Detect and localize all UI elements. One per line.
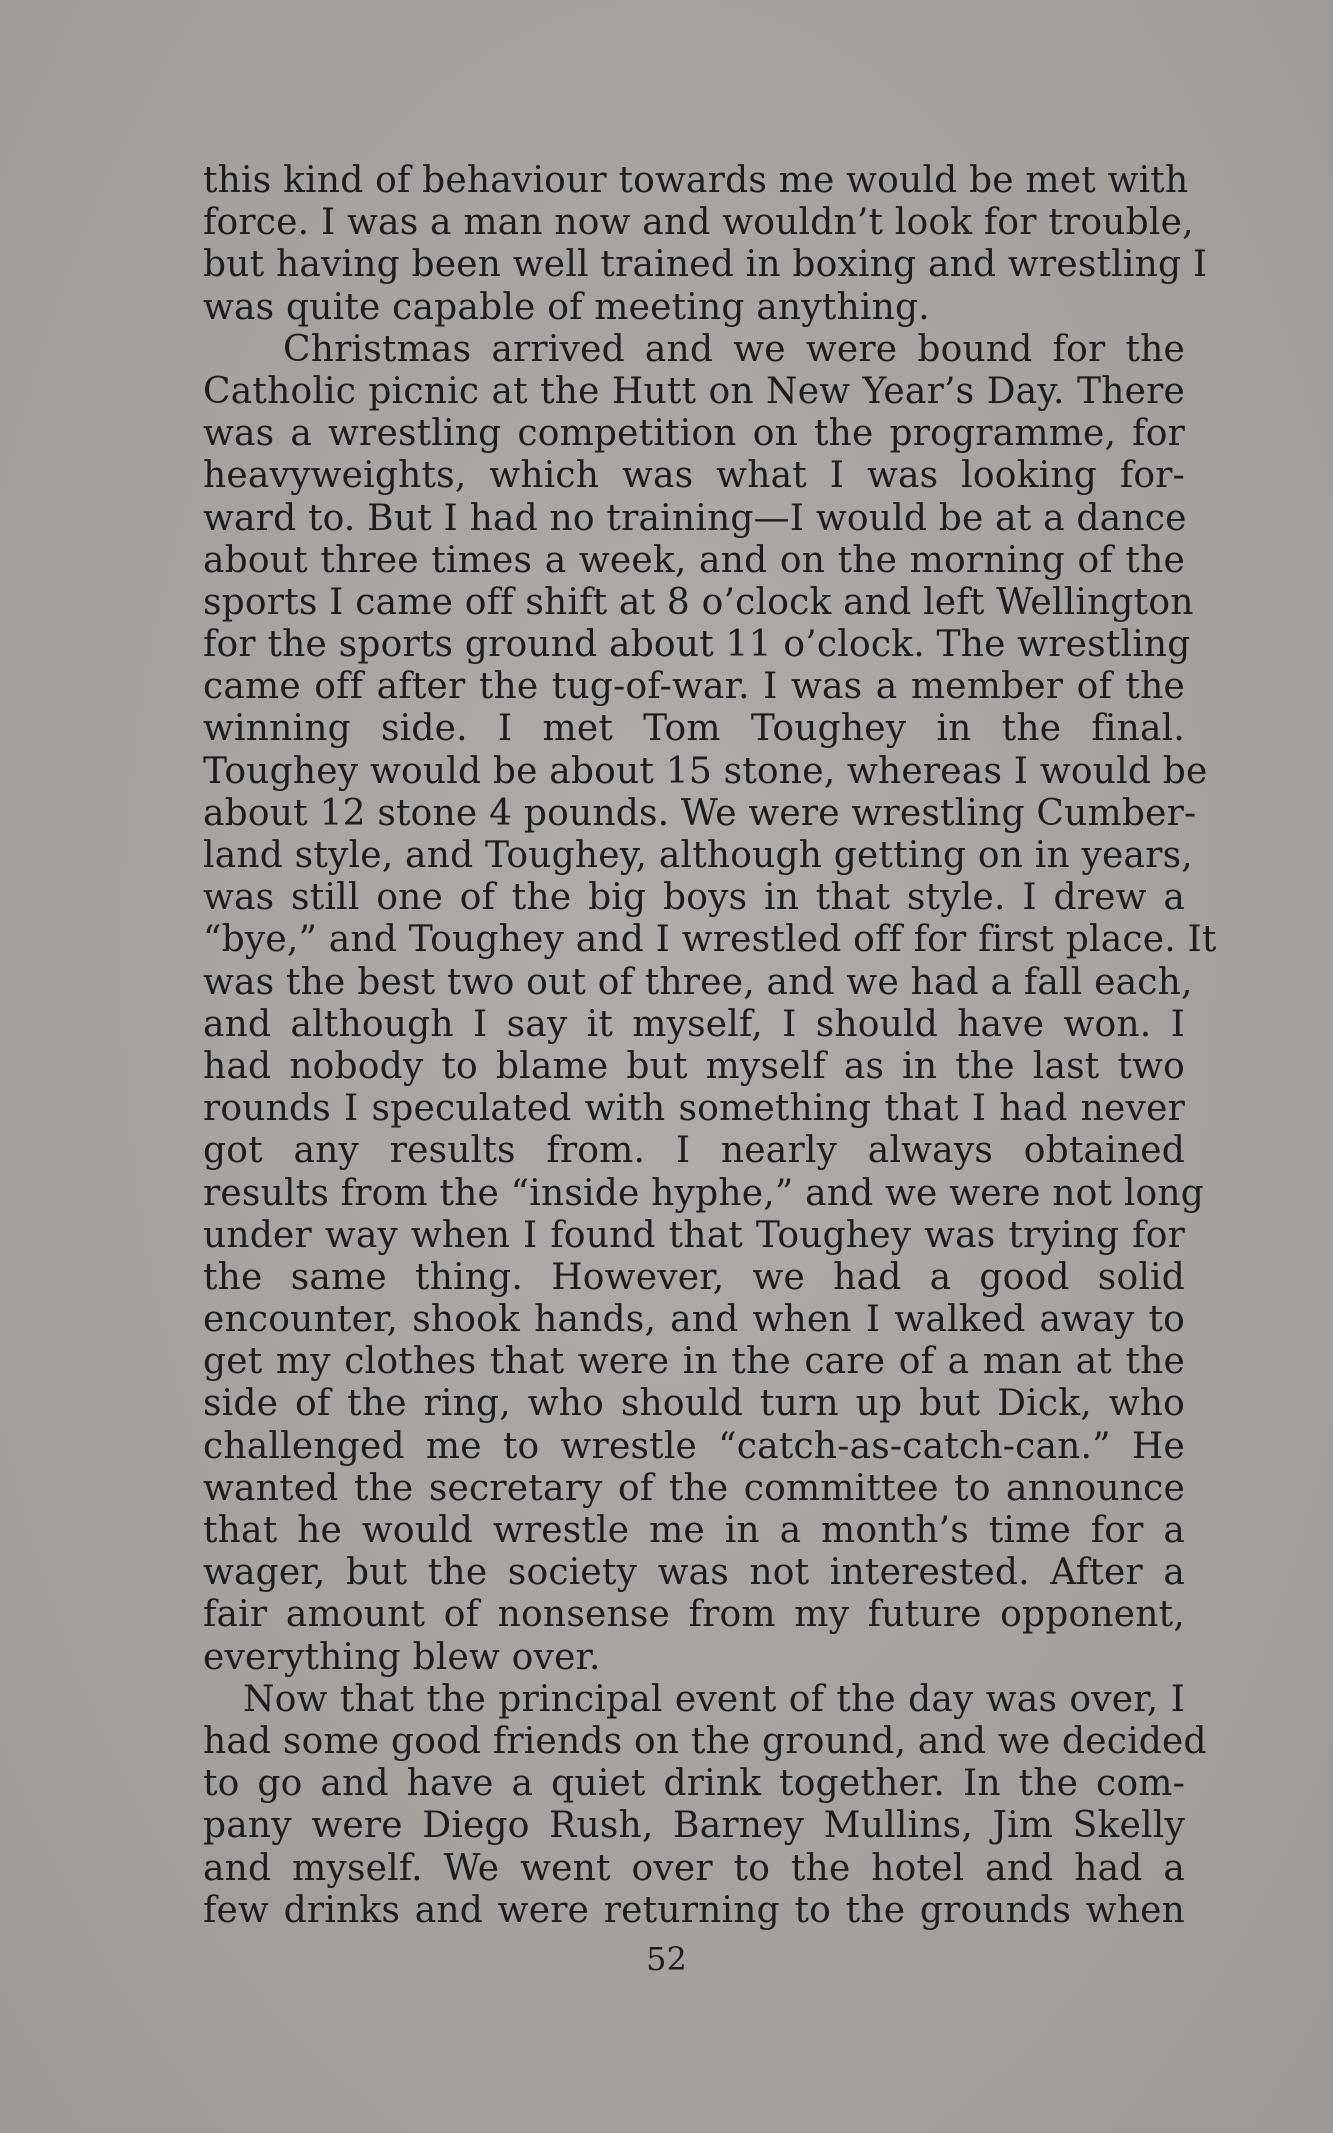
text-line: heavyweights, which was what I was looking for- (203, 455, 1185, 497)
text-line: pany were Diego Rush, Barney Mullins, Jim Skelly (203, 1805, 1185, 1847)
text-line: had nobody to blame but myself as in the last two (203, 1045, 1185, 1087)
text-line: came off after the tug-of-war. I was a member of the (203, 666, 1185, 708)
text-line: was the best two out of three, and we had a fall each, (203, 961, 1193, 1003)
text-line: fair amount of nonsense from my future opponent, (203, 1594, 1185, 1636)
text-line: the same thing. However, we had a good solid (203, 1256, 1185, 1298)
text-line: about 12 stone 4 pounds. We were wrestling Cumber- (203, 792, 1197, 834)
text-line: this kind of behaviour towards me would be met with (203, 160, 1189, 201)
text-line: got any results from. I nearly always obtained (203, 1130, 1185, 1172)
text-line: “bye,” and Toughey and I wrestled off for first place. It (203, 919, 1217, 961)
text-line: Now that the principal event of the day was over, I (243, 1678, 1185, 1720)
text-line: rounds I speculated with something that I had never (203, 1088, 1185, 1130)
page-number: 52 (646, 1940, 687, 1978)
body-text (203, 160, 1217, 1932)
text-line: and although I say it myself, I should have won. I (203, 1003, 1185, 1045)
text-line: but having been well trained in boxing and wrestling I (203, 244, 1208, 286)
text-line: get my clothes that were in the care of a man at the (203, 1341, 1185, 1383)
text-line: force. I was a man now and wouldn’t look for trouble, (203, 202, 1194, 244)
text-line: and myself. We went over to the hotel and had a (203, 1847, 1185, 1889)
text-line: was a wrestling competition on the programme, for (203, 413, 1185, 455)
text-line: sports I came off shift at 8 o’clock and left Wellington (203, 581, 1194, 623)
text-line: Christmas arrived and we were bound for the (283, 328, 1185, 370)
text-line: wanted the secretary of the committee to announce (203, 1467, 1185, 1509)
text-line: challenged me to wrestle “catch-as-catch-can.” He (203, 1425, 1185, 1467)
text-line: few drinks and were returning to the grounds when (203, 1889, 1185, 1931)
text-line: winning side. I met Tom Toughey in the final. (203, 708, 1185, 750)
text-line: results from the “inside hyphe,” and we were not long (203, 1172, 1205, 1214)
text-line: was still one of the big boys in that style. I drew a (203, 877, 1185, 919)
text-line: side of the ring, who should turn up but Dick, who (203, 1383, 1185, 1425)
text-line: had some good friends on the ground, and we decided (203, 1720, 1207, 1762)
text-line: land style, and Toughey, although getting on in years, (203, 835, 1193, 876)
text-line: ward to. But I had no training—I would be at a dance (203, 497, 1187, 539)
text-line: about three times a week, and on the morning of the (203, 539, 1185, 581)
text-line: to go and have a quiet drink together. In the com- (203, 1763, 1185, 1805)
text-line: wager, but the society was not interested. After a (203, 1552, 1185, 1594)
text-line: encounter, shook hands, and when I walked away to (203, 1299, 1185, 1341)
text-line: was quite capable of meeting anything. (203, 286, 930, 328)
text-line: Toughey would be about 15 stone, whereas I would be (203, 750, 1208, 792)
text-line: under way when I found that Toughey was trying for (203, 1214, 1185, 1256)
text-line: for the sports ground about 11 o’clock. The wrestling (203, 624, 1191, 666)
text-line: Catholic picnic at the Hutt on New Year’s Day. There (203, 370, 1185, 412)
text-line: that he would wrestle me in a month’s time for a (203, 1510, 1185, 1551)
text-line: everything blew over. (203, 1636, 601, 1678)
